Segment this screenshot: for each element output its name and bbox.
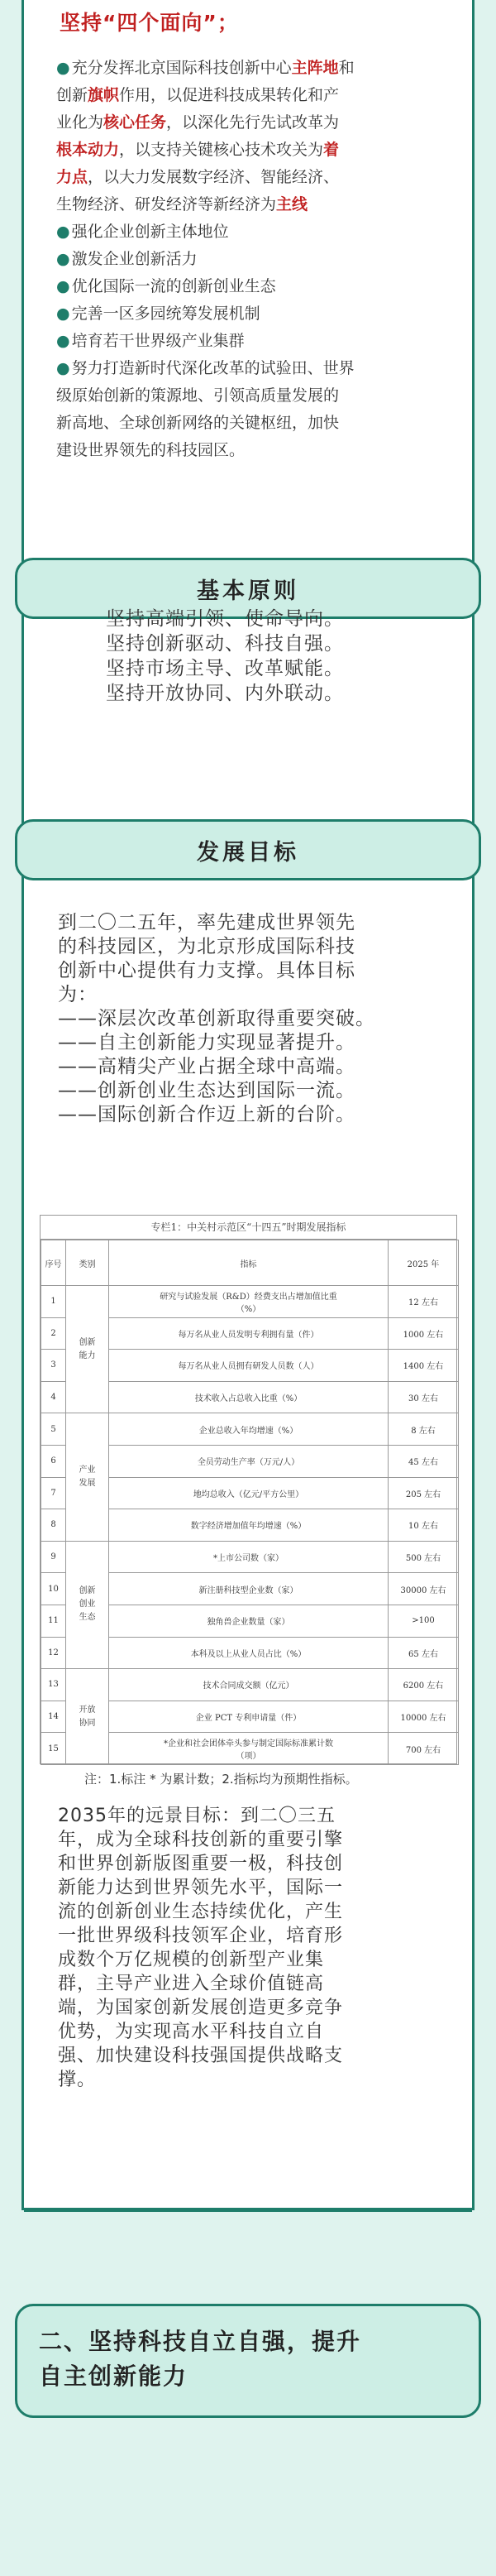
- highlight-text: 主阵地: [291, 59, 339, 77]
- indicator-cell: *上市公司数（家）: [109, 1541, 389, 1573]
- target-cell: 205 左右: [389, 1477, 459, 1509]
- target-cell: 30000 左右: [389, 1573, 459, 1605]
- indicator-cell: 数字经济增加值年均增速（%）: [109, 1509, 389, 1542]
- principle-item: 坚持市场主导、改革赋能。: [106, 658, 344, 679]
- text-line: 流的创新创业生态持续优化，产生: [58, 1902, 344, 1922]
- bullet-icon: ●: [56, 250, 70, 268]
- principle-item: 坚持开放协同、内外联动。: [106, 683, 344, 704]
- category-cell: 开放协同: [66, 1669, 109, 1765]
- text-line: 生物经济、研发经济等新经济为主线: [56, 195, 308, 213]
- section-title-line: 自主创新能力: [39, 2363, 188, 2390]
- category-cell: 创新能力: [66, 1286, 109, 1413]
- text-line: 撑。: [58, 2070, 97, 2090]
- basic-principles-list: [106, 607, 344, 706]
- goal-item: ——创新创业生态达到国际一流。: [58, 1080, 355, 1101]
- highlight-text: 旗帜: [88, 86, 120, 104]
- row-number: 5: [41, 1413, 66, 1446]
- text-line: 一批世界级科技领军企业，培育形: [58, 1926, 344, 1946]
- highlight-text: 力点: [56, 168, 88, 186]
- text-line: 2035年的远景目标：到二〇三五: [58, 1806, 336, 1826]
- section-title: 基本原则: [197, 578, 299, 604]
- development-goals-text: [58, 911, 446, 1127]
- target-cell: 30 左右: [389, 1381, 459, 1413]
- category-cell: 创新创业生态: [66, 1541, 109, 1668]
- target-cell: 12 左右: [389, 1286, 459, 1318]
- bullet-icon: ●: [56, 305, 70, 323]
- row-number: 1: [41, 1286, 66, 1318]
- highlight-text: 主线: [276, 195, 308, 213]
- bullet-icon: ●: [56, 59, 70, 77]
- text-line: 到二〇二五年，率先建成世界领先: [58, 912, 355, 933]
- row-number: 8: [41, 1509, 66, 1542]
- text-line: 强、加快建设科技强国提供战略支: [58, 2046, 344, 2066]
- row-number: 10: [41, 1573, 66, 1605]
- text-line: 和世界创新版图重要一极，科技创: [58, 1854, 344, 1874]
- strategy-paragraph: [56, 55, 449, 464]
- indicator-cell: 独角兽企业数量（家）: [109, 1605, 389, 1637]
- row-number: 3: [41, 1350, 66, 1382]
- table-row: [41, 1413, 459, 1446]
- goal-item: ——深层次改革创新取得重要突破。: [58, 1008, 375, 1029]
- highlight-text: 核心任务: [103, 113, 167, 132]
- target-cell: 10000 左右: [389, 1701, 459, 1733]
- table-row: [41, 1669, 459, 1701]
- target-cell: 65 左右: [389, 1637, 459, 1669]
- frame-divider: [21, 2208, 475, 2210]
- goal-item: ——国际创新合作迈上新的台阶。: [58, 1104, 355, 1125]
- indicator-cell: 企业总收入年均增速（%）: [109, 1413, 389, 1446]
- row-number: 14: [41, 1701, 66, 1733]
- row-number: 15: [41, 1733, 66, 1765]
- text-line: 新能力达到世界领先水平，国际一: [58, 1878, 344, 1898]
- target-cell: 700 左右: [389, 1733, 459, 1765]
- row-number: 9: [41, 1541, 66, 1573]
- text-line: 建设世界领先的科技园区。: [56, 441, 246, 459]
- text-line: 创新中心提供有力支撑。具体目标: [58, 960, 355, 981]
- principle-item: 坚持高端引领、使命导向。: [106, 608, 344, 630]
- indicator-cell: 技术合同成交额（亿元）: [109, 1669, 389, 1701]
- list-item: ● 激发企业创新活力: [56, 250, 198, 268]
- indicator-cell: 新注册科技型企业数（家）: [109, 1573, 389, 1605]
- target-cell: 500 左右: [389, 1541, 459, 1573]
- goal-item: ——自主创新能力实现显著提升。: [58, 1032, 355, 1053]
- indicator-cell: 每万名从业人员拥有研发人员数（人）: [109, 1350, 389, 1382]
- target-cell: 1400 左右: [389, 1350, 459, 1382]
- table-row: [41, 1541, 459, 1573]
- bullet-icon: ●: [56, 332, 70, 350]
- text-line: 的科技园区，为北京形成国际科技: [58, 936, 355, 957]
- category-cell: 产业发展: [66, 1413, 109, 1541]
- indicator-cell: 本科及以上从业人员占比（%）: [109, 1637, 389, 1669]
- indicator-cell: 研究与试验发展（R&D）经费支出占增加值比重（%）: [109, 1286, 389, 1318]
- table-header-row: [41, 1240, 459, 1286]
- list-item: ● 努力打造新时代深化改革的试验田、世界: [56, 359, 355, 377]
- row-number: 2: [41, 1317, 66, 1350]
- indicator-cell: 全员劳动生产率（万元/人）: [109, 1445, 389, 1477]
- bullet-icon: ●: [56, 223, 70, 241]
- highlight-text: 着: [323, 141, 340, 159]
- list-item: ● 强化企业创新主体地位: [56, 223, 229, 241]
- text-line: 级原始创新的策源地、引领高质量发展的: [56, 386, 340, 405]
- target-cell: 45 左右: [389, 1445, 459, 1477]
- indicator-cell: 地均总收入（亿元/平方公里）: [109, 1477, 389, 1509]
- target-cell: 10 左右: [389, 1509, 459, 1542]
- row-number: 12: [41, 1637, 66, 1669]
- highlight-text: 根本动力: [56, 141, 120, 159]
- header-indicator: 指标: [109, 1240, 389, 1286]
- text-line: 业化为核心任务，以深化先行先试改革为: [56, 113, 340, 132]
- text-line: 创新旗帜作用，以促进科技成果转化和产: [56, 86, 340, 104]
- list-item: ● 完善一区多园统筹发展机制: [56, 305, 260, 323]
- header-target: 2025 年: [389, 1240, 459, 1286]
- text-line: 新高地、全球创新网络的关键枢纽，加快: [56, 414, 340, 432]
- indicator-cell: 每万名从业人员发明专利拥有量（件）: [109, 1317, 389, 1350]
- indicator-grid: [41, 1240, 459, 1765]
- table-note: 注：1.标注 * 为累计数；2.指标均为预期性指标。: [84, 1772, 358, 1787]
- text-line: 力点，以大力发展数字经济、智能经济、: [56, 168, 340, 186]
- text-line: 群，主导产业进入全球价值链高: [58, 1974, 325, 1994]
- target-cell: 1000 左右: [389, 1317, 459, 1350]
- target-cell: >100: [389, 1605, 459, 1637]
- row-number: 6: [41, 1445, 66, 1477]
- table-row: [41, 1286, 459, 1318]
- indicators-table: [40, 1215, 457, 1764]
- section-heading-four-orientations: 坚持“四个面向”；: [60, 11, 239, 35]
- section-title: 发展目标: [197, 839, 299, 866]
- vision-2035-text: [58, 1804, 451, 2092]
- bullet-icon: ●: [56, 359, 70, 377]
- text-line: 优势，为实现高水平科技自立自: [58, 2022, 325, 2042]
- indicator-cell: 技术收入占总收入比重（%）: [109, 1381, 389, 1413]
- text-line: 根本动力，以支持关键核心技术攻关为着: [56, 141, 340, 159]
- principle-item: 坚持创新驱动、科技自强。: [106, 633, 344, 655]
- indicator-cell: *企业和社会团体牵头参与制定国际标准累计数（项）: [109, 1733, 389, 1765]
- table-body: [41, 1286, 459, 1765]
- text-line: 年，成为全球科技创新的重要引擎: [58, 1830, 344, 1850]
- goal-item: ——高精尖产业占据全球中高端。: [58, 1056, 355, 1077]
- target-cell: 6200 左右: [389, 1669, 459, 1701]
- row-number: 7: [41, 1477, 66, 1509]
- indicator-cell: 企业 PCT 专利申请量（件）: [109, 1701, 389, 1733]
- text-line: 端，为国家创新发展创造更多竞争: [58, 1998, 344, 2018]
- list-item: ● 优化国际一流的创新创业生态: [56, 277, 276, 295]
- section-title-line: 二、坚持科技自立自强，提升: [39, 2328, 362, 2355]
- header-no: 序号: [41, 1240, 66, 1286]
- list-item: ● 培育若干世界级产业集群: [56, 332, 245, 350]
- section-header-development-goals: [15, 819, 481, 880]
- header-category: 类别: [66, 1240, 109, 1286]
- row-number: 13: [41, 1669, 66, 1701]
- row-number: 4: [41, 1381, 66, 1413]
- text-line: 为：: [58, 984, 98, 1005]
- table-title: 专栏1：中关村示范区“十四五”时期发展指标: [41, 1216, 456, 1240]
- bullet-icon: ●: [56, 277, 70, 295]
- text-line: ● 充分发挥北京国际科技创新中心主阵地和: [56, 59, 355, 77]
- text-line: 成数个万亿规模的创新型产业集: [58, 1950, 325, 1970]
- row-number: 11: [41, 1605, 66, 1637]
- section-header-self-reliance: [15, 2304, 481, 2418]
- target-cell: 8 左右: [389, 1413, 459, 1446]
